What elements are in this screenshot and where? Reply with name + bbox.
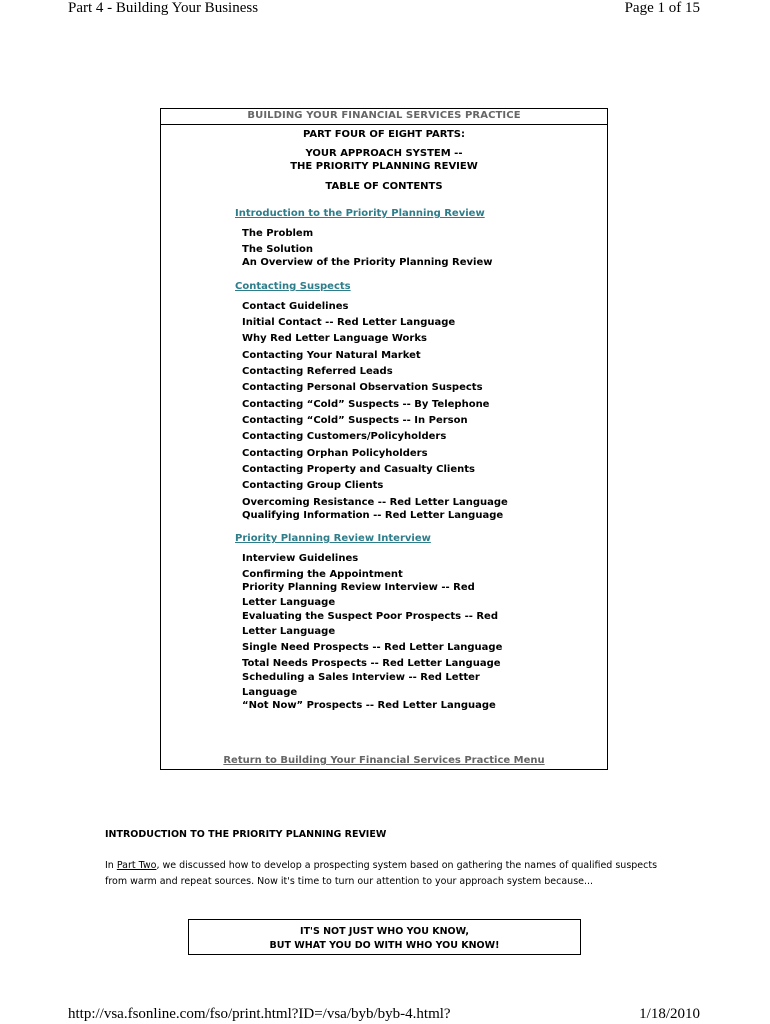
return-to-menu-link[interactable]: Return to Building Your Financial Services Practice Menu: [223, 755, 545, 766]
toc-item[interactable]: Priority Planning Review Interview -- Red Letter Language: [242, 582, 475, 608]
toc-item[interactable]: Contacting Personal Observation Suspects: [242, 382, 483, 393]
intro-paragraph: [105, 858, 675, 890]
quote-box: [188, 919, 581, 955]
toc-title-divider: [161, 124, 607, 125]
intro-text-before: In: [105, 860, 117, 871]
part-two-link[interactable]: Part Two: [116, 860, 157, 871]
print-header-page: Page 1 of 15: [624, 0, 700, 16]
toc-item[interactable]: Contacting Customers/Policyholders: [242, 431, 447, 442]
subtitle-line-2: THE PRIORITY PLANNING REVIEW: [290, 161, 478, 172]
toc-item[interactable]: Confirming the Appointment: [242, 569, 403, 580]
quote-line-2: BUT WHAT YOU DO WITH WHO YOU KNOW!: [269, 940, 500, 951]
toc-item[interactable]: Single Need Prospects -- Red Letter Language: [242, 642, 503, 653]
section-link-contacting-suspects[interactable]: Contacting Suspects: [235, 281, 351, 292]
toc-item[interactable]: Contacting Referred Leads: [242, 366, 393, 377]
part-line: PART FOUR OF EIGHT PARTS:: [302, 129, 465, 140]
toc-item[interactable]: The Problem: [242, 228, 314, 239]
subtitle-line-1: YOUR APPROACH SYSTEM --: [305, 148, 463, 159]
toc-item[interactable]: Contacting Orphan Policyholders: [242, 448, 428, 459]
toc-item[interactable]: Interview Guidelines: [242, 553, 359, 564]
section-link-interview[interactable]: Priority Planning Review Interview: [235, 533, 431, 544]
toc-item[interactable]: Total Needs Prospects -- Red Letter Language: [242, 658, 501, 669]
quote-line-1: IT'S NOT JUST WHO YOU KNOW,: [300, 926, 469, 937]
toc-item[interactable]: Qualifying Information -- Red Letter Language: [242, 510, 504, 521]
toc-box: [160, 108, 608, 770]
section-link-introduction[interactable]: Introduction to the Priority Planning Review: [235, 208, 485, 219]
toc-item[interactable]: The Solution: [242, 244, 314, 255]
toc-item[interactable]: Contacting “Cold” Suspects -- By Telephone: [242, 399, 490, 410]
toc-item[interactable]: Contacting Property and Casualty Clients: [242, 464, 475, 475]
toc-item[interactable]: An Overview of the Priority Planning Review: [242, 257, 493, 268]
toc-item[interactable]: Overcoming Resistance -- Red Letter Language: [242, 497, 508, 508]
toc-item[interactable]: Evaluating the Suspect Poor Prospects -- Red Letter Language: [242, 611, 498, 637]
toc-heading: TABLE OF CONTENTS: [325, 181, 443, 192]
toc-item[interactable]: Contacting Your Natural Market: [242, 350, 421, 361]
print-header-title: Part 4 - Building Your Business: [68, 0, 259, 16]
toc-item[interactable]: Initial Contact -- Red Letter Language: [242, 317, 456, 328]
toc-box-title: BUILDING YOUR FINANCIAL SERVICES PRACTICE: [247, 110, 521, 121]
toc-item[interactable]: “Not Now” Prospects -- Red Letter Language: [242, 700, 496, 711]
toc-item[interactable]: Contacting “Cold” Suspects -- In Person: [242, 415, 468, 426]
print-footer-url: http://vsa.fsonline.com/fso/print.html?ID=/vsa/byb/byb-4.html?: [68, 1006, 451, 1022]
intro-text-after: , we discussed how to develop a prospecting system based on gathering the names of qualified suspects from warm and repeat sources. Now it's time to turn our attention to your approach system because...: [105, 860, 658, 887]
toc-item[interactable]: Contact Guidelines: [242, 301, 349, 312]
toc-item[interactable]: Why Red Letter Language Works: [242, 333, 427, 344]
toc-item[interactable]: Contacting Group Clients: [242, 480, 384, 491]
print-footer-date: 1/18/2010: [639, 1006, 700, 1022]
toc-item[interactable]: Scheduling a Sales Interview -- Red Letter Language: [242, 672, 480, 698]
intro-heading: INTRODUCTION TO THE PRIORITY PLANNING REVIEW: [105, 829, 387, 840]
